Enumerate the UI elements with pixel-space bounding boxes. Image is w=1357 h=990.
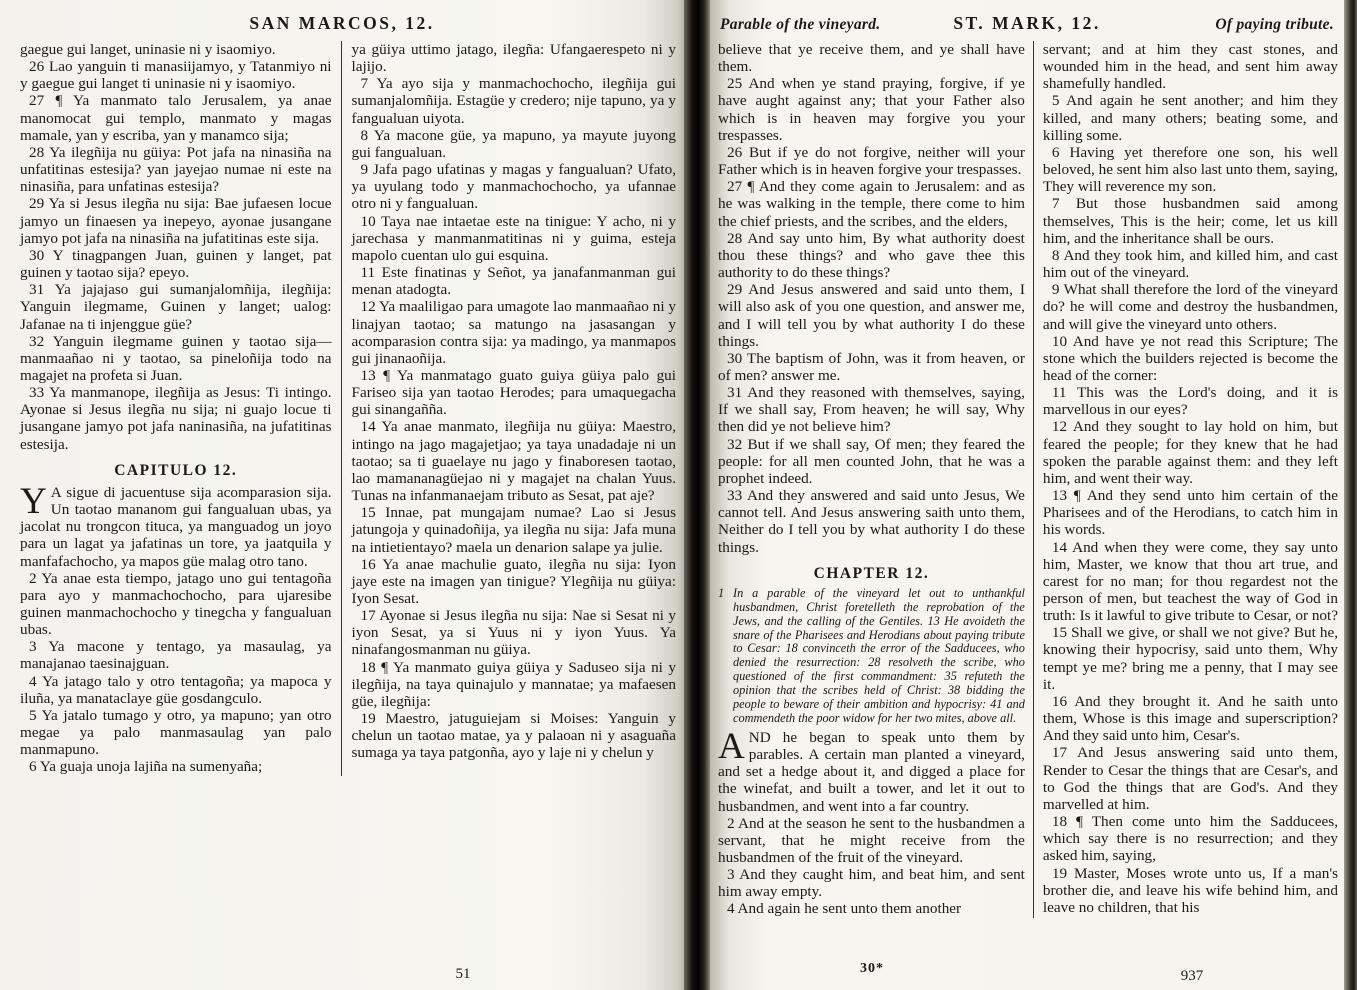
left-column-2 [342,41,676,776]
verse-paragraph: 10 And have ye not read this Scripture; The stone which the builders rejected is become the head of the corner: [1042,332,1338,384]
verse-paragraph: 18 ¶ Then come unto him the Sadducees, which say there is no resurrection; and they asked him, saying, [1042,813,1338,865]
verse-paragraph: 17 Ayonae si Jesus ilegña nu sija: Nae si Sesat ni y iyon Sesat, ya si Yuus ni y iyon Yuus. Ya ninafangosmanman nu güiya. [351,607,676,659]
verse-paragraph: 7 Ya ayo sija y manmachochocho, ilegñija gui sumanjalomñija. Estagüe y credero; nije tapuno, ya y fangualuan uiyota. [351,75,676,127]
verse-paragraph: 32 Yanguin ilegmame guinen y taotao sija—manmaañao ni y taotao, sa pineloñija todo na magajet na profeta si Juan. [20,332,332,384]
continuation-paragraph: gaegue gui langet, uninasie ni y isaomiyo. [20,41,276,58]
dropcap-paragraph: Y A sigue di jacuentuse sija acomparasion sija. Un taotao mananom gui fangualuan ubas, ya jacolat nu trongcon tituca, ya manguadog un joyo para un lagat ya jafatinas un tore, ya jaatquila y manfafachocho, ya mapos güe malag otro tano. [20,480,332,570]
verse-paragraph: 5 And again he sent another; and him they killed, and many others; beating some, and killing some. [1042,92,1338,144]
verse-paragraph: 16 And they brought it. And he saith unto them, Whose is this image and superscription? And they said unto him, Cesar's. [1042,692,1338,745]
verse-paragraph: 17 And Jesus answering said unto them, Render to Cesar the things that are Cesar's, and to God the things that are God's. And they marvelled at him. [1042,744,1338,813]
verse-paragraph: 29 And Jesus answered and said unto them, I will also ask of you one question, and answer me, and I will tell you by what authority I do these things. [718,281,1025,350]
verse-paragraph: 4 And again he sent unto them another [727,900,962,918]
verse-paragraph: 31 And they reasoned with themselves, saying, If we shall say, From heaven; he will say, Why then did ye not believe him? [718,384,1025,436]
verse-paragraph: 27 ¶ And they come again to Jerusalem: and as he was walking in the temple, there come to him the chief priests, and the scribes, and the elders, [718,178,1025,230]
continuation-paragraph: believe that ye receive them, and ye shall have them. [718,41,1025,76]
left-column-1 [20,41,342,776]
verse-paragraph: 14 And when they were come, they say unto him, Master, we know that thou art true, and carest for no man; for thou regardest not the person of men, but teachest the way of God in truth: Is it lawful to give tribute to Cesar, or not? [1042,538,1338,625]
verse-paragraph: 19 Maestro, jatuguiejam si Moises: Yanguin y chelun un taotao matae, ya y palaoan ni y asaguaña sumaga ya taya patgonña, ayo y laje ni y chelun y [351,710,676,762]
verse-paragraph: 12 Ya maaliligao para umagote lao manmaañao ni y linajyan taotao; sa matungo na jasasangan y acomparasion contra sija: ya madingo, ya manmapos gui jinanaoñija. [351,298,676,367]
right-column-2 [1034,41,1338,918]
dropcap-paragraph: AND he began to speak unto them by parables. A certain man planted a vineyard, and set a hedge about it, and digged a place for the winefat, and built a tower, and let it out to husbandmen, and went into a far country. [718,725,1025,815]
continuation-paragraph: ya güiya uttimo jatago, ilegña: Ufangaerespeto ni y lajijo. [351,41,676,76]
chapter-heading: CHAPTER 12. [813,564,930,582]
verse-paragraph: 11 This was the Lord's doing, and it is marvellous in our eyes? [1042,384,1338,419]
verse-paragraph: 16 Ya anae machulie guato, ilegña nu sija: Iyon jaye este na imagen yan tinigue? Ylegñija nu güiya: Iyon Sesat. [351,555,676,607]
verse-paragraph: 26 Lao yanguin ti manasiijamyo, y Tatanmiyo ni y gaegue gui langet ti uninasie ni y isaomiyo. [20,58,332,93]
right-page [710,0,1344,990]
verse-paragraph: 29 Ya si Jesus ilegña nu sija: Bae jufaesen locue jamyo un finaesen ya inepeyo, ayonae jusangane jamyo pot jafa na ninasiña na jufatitinas este sija. [20,195,332,247]
drop-cap: A [718,725,745,767]
book-gutter [684,0,710,990]
verse-paragraph: 31 Ya jajajaso gui sumanjalomñija, ilegñija: Yanguin ilegmame, Guinen y langet; ualog: Jafanae na ti injenggue güe? [20,281,332,333]
left-page-title: SAN MARCOS, 12. [249,13,435,33]
verse-paragraph: 33 And they answered and said unto Jesus, We cannot tell. And Jesus answering saith unto them, Neither do I tell you by what authority I do these things. [718,487,1025,556]
left-page-columns [0,34,684,776]
verse-paragraph: 5 Ya jatalo tumago y otro, ya mapuno; yan otro megae ya palo manmasaulag yan palo manmapuno. [20,706,332,759]
verse-paragraph: 8 And they took him, and killed him, and cast him out of the vineyard. [1042,246,1338,282]
verse-paragraph: 28 Ya ilegñija nu güiya: Pot jafa na ninasiña na unfatitinas estesija? yan jayejao numae ni este na ninasiña, para unfatinas estesija? [20,143,332,196]
verse-paragraph: 12 And they sought to lay hold on him, but feared the people; for they knew that he had spoken the parable against them: and they left him, and went their way. [1042,418,1338,487]
verse-paragraph: 30 The baptism of John, was it from heaven, or of men? answer me. [718,349,1025,384]
verse-paragraph: 8 Ya macone güe, ya mapuno, ya mayute juyong gui fangualuan. [351,126,676,161]
verse-paragraph: 19 Master, Moses wrote unto us, If a man's brother die, and leave his wife behind him, and leave no children, that his [1042,864,1338,916]
verse-paragraph: 9 Jafa pago ufatinas y magas y fangualuan? Ufato, ya uyulang todo y manmachochocho, ya ufannae otro ni y fangualuan. [351,161,676,213]
right-head-left-caption: Parable of the vineyard. [720,16,881,33]
verse-paragraph: 10 Taya nae intaetae este na tinigue: Y acho, ni y jarechasa y manmanmatitinas ni y guima, esteja mapolo cuentan ulo gui esquina. [351,212,676,264]
verse-paragraph: 2 And at the season he sent to the husbandmen a servant, that he might receive from the husbandmen of the fruit of the vineyard. [718,814,1025,866]
right-running-head [720,13,1334,34]
right-page-title: ST. MARK, 12. [953,13,1101,33]
verse-paragraph: 32 But if we shall say, Of men; they feared the people: for all men counted John, that he was a prophet indeed. [718,435,1025,487]
drop-cap: Y [20,480,47,522]
continuation-paragraph: servant; and at him they cast stones, and wounded him in the head, and sent him away shamefully handled. [1042,41,1338,93]
verse-paragraph: 26 But if ye do not forgive, neither will your Father which is in heaven forgive your trespasses. [718,143,1025,179]
verse-paragraph: 27 ¶ Ya manmato talo Jerusalem, ya anae manomocat gui templo, manmato y magas mamale, yan y escriba, yan y manamco sija; [20,92,332,144]
signature-mark: 30* [860,961,884,976]
verse-paragraph: 6 Having yet therefore one son, his well beloved, he sent him also last unto them, saying, They will reverence my son. [1042,143,1338,196]
verse-paragraph: 30 Y tinagpangen Juan, guinen y langet, pat guinen y taotao sija? epeyo. [20,246,332,282]
verse-paragraph: 18 ¶ Ya manmato guiya güiya y Saduseo sija ni y ilegñija, na taya quinajulo y mannatae; ya mafaesen güe, ilegñija: [351,658,676,710]
right-head-right-caption: Of paying tribute. [1215,16,1335,33]
verse-paragraph: 13 ¶ Ya manmatago guato guiya güiya palo gui Fariseo sija yan taotao Herodes; para umaquegacha gui sinangañña. [351,366,676,419]
left-running-head [10,13,674,34]
page-fore-edge [1344,0,1357,990]
verse-paragraph: 2 Ya anae esta tiempo, jatago uno gui tentagoña para ayo y manmachochocho, para ujaresibe guinen manmachochocho y tinegcha y fangualuan ubas. [20,569,332,639]
verse-paragraph: 28 And say unto him, By what authority doest thou these things? and who gave thee this authority to do these things? [718,229,1025,282]
verse-paragraph: 4 Ya jatago talo y otro tentagoña; ya mapoca y iluña, ya manataclaye güe gosdangculo. [20,672,332,707]
verse-paragraph: 33 Ya manmanope, ilegñija as Jesus: Ti intingo. Ayonae si Jesus ilegña nu sija; ni guajo locue ti jusangane jamyo pot jafa naninasiña, na jufatitinas estesija. [20,384,332,453]
verse-paragraph: 3 And they caught him, and beat him, and sent him away empty. [718,866,1025,901]
verse-paragraph: 14 Ya anae manmato, ilegñija nu güiya: Maestro, intingo na jago magajetjao; ya taya unadadaje ni un taotao; sa ti guaelaye nu jago y finaboresen taotao, lao mamananagüejao ni y magajet na chalan Yuus. Tunas na infanmanaejam tributo as Sesat, pat aje? [351,418,676,505]
verse-paragraph: 15 Innae, pat mungajam numae? Lao si Jesus jatungoja y quinadoñija, ya ilegña nu sija: Jafa muna na intietientayo? maela un denarion salape ya julie. [351,504,676,556]
left-page-number: 51 [455,966,471,982]
verse-paragraph: 6 Ya guaja unoja lajiña na sumenyaña; [29,758,263,776]
verse-paragraph: 7 But those husbandmen said among themselves, This is the heir; come, let us kill him, and the inheritance shall be ours. [1042,195,1338,247]
right-page-columns [710,34,1344,918]
chapter-summary: 1 In a parable of the vineyard let out to unthankful husbandmen, Christ foretelleth the reprobation of the Jews, and the calling of the Gentiles. 13 He avoideth the snare of the Pharisees and Herodians about paying tribute to Cesar: 18 convinceth the error of the Sadducees, who denied the resurrection: 28 resolveth the scribe, who questioned of the first commandment: 35 refuteth the opinion that the scribes held of Christ: 38 bidding the people to beware of their ambition and hypocrisy: 41 and commendeth the poor widow for her two mites, above all. [718,585,1025,725]
verse-paragraph: 9 What shall therefore the lord of the vineyard do? he will come and destroy the husbandmen, and will give the vineyard unto others. [1042,281,1338,333]
right-column-1 [718,41,1034,918]
verse-paragraph: 13 ¶ And they send unto him certain of the Pharisees and of the Herodians, to catch him in his words. [1042,487,1338,539]
verse-paragraph: 11 Este finatinas y Señot, ya janafanmanman gui menan atadogta. [351,264,676,299]
right-page-number: 937 [1180,968,1204,984]
verse-paragraph: 15 Shall we give, or shall we not give? But he, knowing their hypocrisy, said unto them, Why tempt ye me? bring me a penny, that I may see it. [1042,624,1338,693]
verse-paragraph: 3 Ya macone y tentago, ya masaulag, ya manajanao taesinajguan. [20,638,332,673]
verse-paragraph: 25 And when ye stand praying, forgive, if ye have aught against any; that your Father also which is in heaven may forgive you your trespasses. [718,75,1025,144]
chapter-heading: CAPITULO 12. [114,461,238,479]
